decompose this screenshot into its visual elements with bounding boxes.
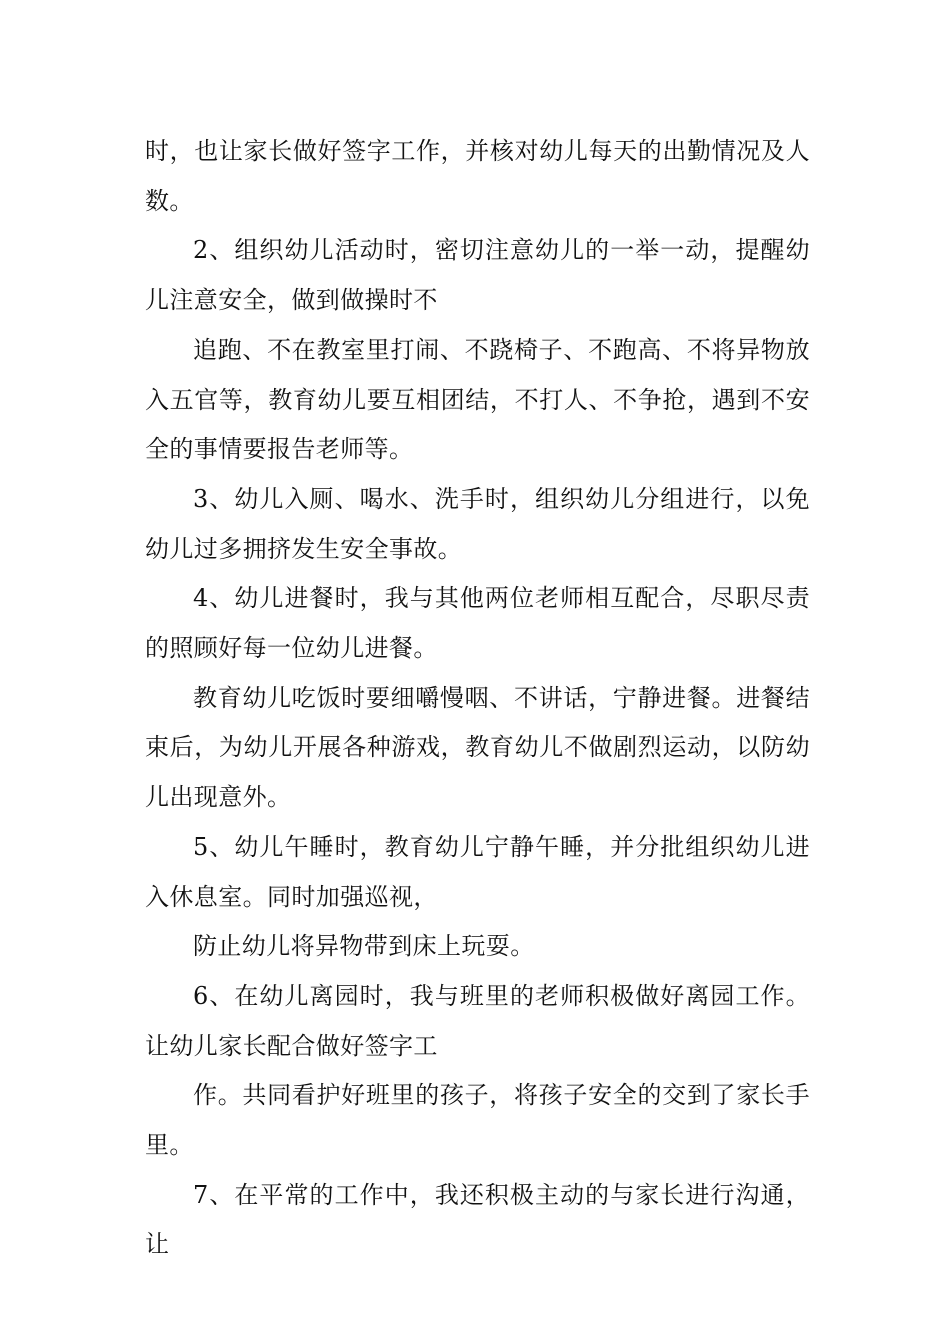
paragraph: 作。共同看护好班里的孩子，将孩子安全的交到了家长手里。 — [145, 1081, 810, 1160]
paragraph: 教育幼儿吃饭时要细嚼慢咽、不讲话，宁静进餐。进餐结束后，为幼儿开展各种游戏，教育幼儿不做剧烈运动，以防幼儿出现意外。 — [145, 683, 810, 812]
paragraph: 4、幼儿进餐时，我与其他两位老师相互配合，尽职尽责的照顾好每一位幼儿进餐。 — [145, 584, 810, 663]
paragraph: 7、在平常的工作中，我还积极主动的与家长进行沟通，让 — [145, 1180, 810, 1259]
paragraph: 时，也让家长做好签字工作，并核对幼儿每天的出勤情况及人数。 — [145, 137, 810, 215]
paragraph: 追跑、不在教室里打闹、不跷椅子、不跑高、不将异物放入五官等，教育幼儿要互相团结，不打人、不争抢，遇到不安全的事情要报告老师等。 — [145, 335, 810, 464]
paragraph: 6、在幼儿离园时，我与班里的老师积极做好离园工作。让幼儿家长配合做好签字工 — [145, 981, 810, 1060]
paragraph: 5、幼儿午睡时，教育幼儿宁静午睡，并分批组织幼儿进入休息室。同时加强巡视， — [145, 832, 810, 911]
paragraph: 防止幼儿将异物带到床上玩耍。 — [193, 932, 535, 961]
document-body — [145, 127, 810, 1270]
paragraph: 2、组织幼儿活动时，密切注意幼儿的一举一动，提醒幼儿注意安全，做到做操时不 — [145, 236, 810, 315]
paragraph: 3、幼儿入厕、喝水、洗手时，组织幼儿分组进行，以免幼儿过多拥挤发生安全事故。 — [145, 484, 810, 563]
